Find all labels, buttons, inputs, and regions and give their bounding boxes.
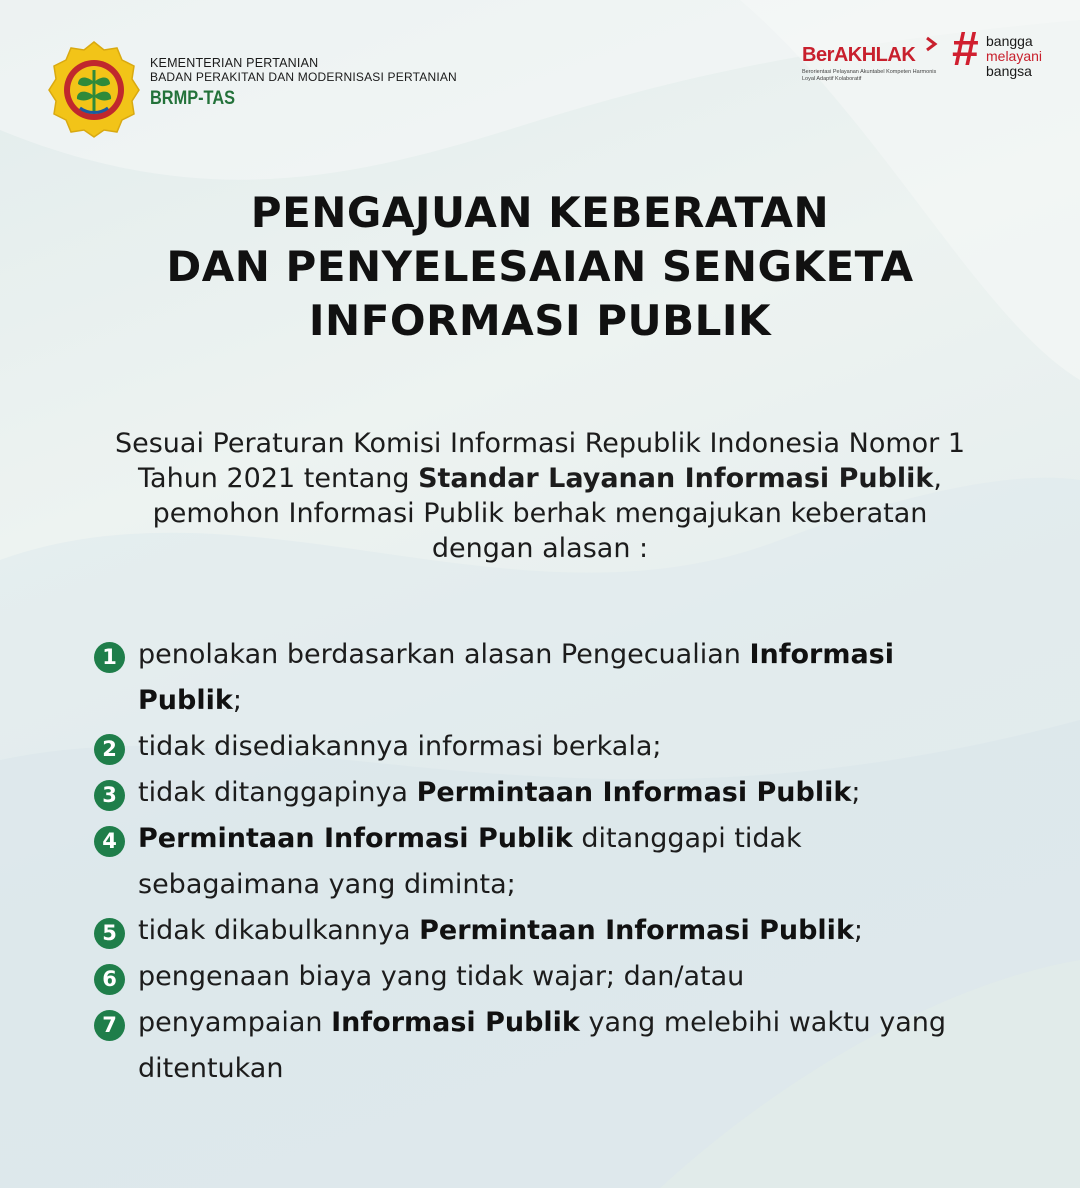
item-bold-text: Permintaan Informasi Publik [419, 915, 854, 946]
item-text: pengenaan biaya yang tidak wajar; dan/atau [138, 961, 745, 992]
item-bold-text: Permintaan Informasi Publik [416, 777, 852, 808]
list-item [92, 632, 992, 724]
intro-paragraph [100, 426, 980, 566]
reasons-list [92, 632, 992, 1092]
item-text-end: ; [851, 777, 861, 808]
org-line-agency: BADAN PERAKITAN DAN MODERNISASI PERTANIAN [150, 69, 457, 84]
ministry-of-agriculture-emblem-icon [48, 40, 140, 138]
intro-bold-regulation: Standar Layanan Informasi Publik [418, 463, 934, 494]
item-text-end: ; [232, 685, 242, 716]
item-text: penolakan berdasarkan alasan Pengecualian [138, 639, 750, 670]
berakhlak-logo [800, 36, 940, 88]
title-line-3: INFORMASI PUBLIK [308, 296, 772, 345]
item-text: tidak dikabulkannya [138, 915, 420, 946]
item-bold-text: Informasi Publik [138, 639, 895, 716]
number-badge: 5 [94, 918, 125, 949]
list-item [92, 724, 992, 770]
item-text: tidak ditanggapinya [138, 777, 417, 808]
hashtag-symbol: # [952, 23, 979, 76]
intro-text-2: , pemohon Informasi Publik berhak mengajukan keberatan dengan alasan : [152, 463, 942, 564]
list-item [92, 816, 992, 908]
list-item [92, 908, 992, 954]
berakhlak-tagline: Berorientasi Pelayanan Akuntabel Kompeten Harmonis Loyal Adaptif Kolaboratif [802, 69, 937, 82]
item-text-end: ditanggapi tidak sebagaimana yang diminta; [138, 823, 802, 900]
item-bold-text: Informasi Publik [331, 1007, 580, 1038]
item-text-end: yang melebihi waktu yang ditentukan [138, 1007, 947, 1084]
list-item [92, 1000, 992, 1092]
item-bold-text: Permintaan Informasi Publik [138, 823, 573, 854]
number-badge: 3 [94, 780, 125, 811]
org-short-name: BRMP-TAS [150, 87, 236, 109]
org-line-ministry: KEMENTERIAN PERTANIAN [150, 56, 319, 70]
hashtag-word-1: bangga [986, 33, 1033, 49]
chevron-right-icon [924, 36, 938, 52]
list-item [92, 770, 992, 816]
berakhlak-wordmark: BerAKHLAK [802, 44, 916, 66]
number-badge: 1 [94, 642, 125, 673]
hashtag-word-3: bangsa [986, 63, 1032, 79]
hashtag-word-2: melayani [986, 48, 1043, 64]
number-badge: 7 [94, 1010, 125, 1041]
item-text: penyampaian [138, 1007, 332, 1038]
intro-text-1: Sesuai Peraturan Komisi Informasi Republik Indonesia Nomor 1 Tahun 2021 tentang [114, 428, 966, 494]
item-text: tidak disediakannya informasi berkala; [138, 731, 662, 762]
bangga-melayani-bangsa-logo [952, 23, 1062, 82]
title-line-1: PENGAJUAN KEBERATAN [250, 188, 830, 237]
number-badge: 4 [94, 826, 125, 857]
list-item [92, 954, 992, 1000]
item-text-end: ; [853, 915, 864, 946]
header [0, 0, 1080, 150]
number-badge: 6 [94, 964, 125, 995]
page-title [0, 186, 1080, 348]
organization-name [150, 57, 457, 108]
number-badge: 2 [94, 734, 125, 765]
title-line-2: DAN PENYELESAIAN SENGKETA [166, 242, 914, 291]
